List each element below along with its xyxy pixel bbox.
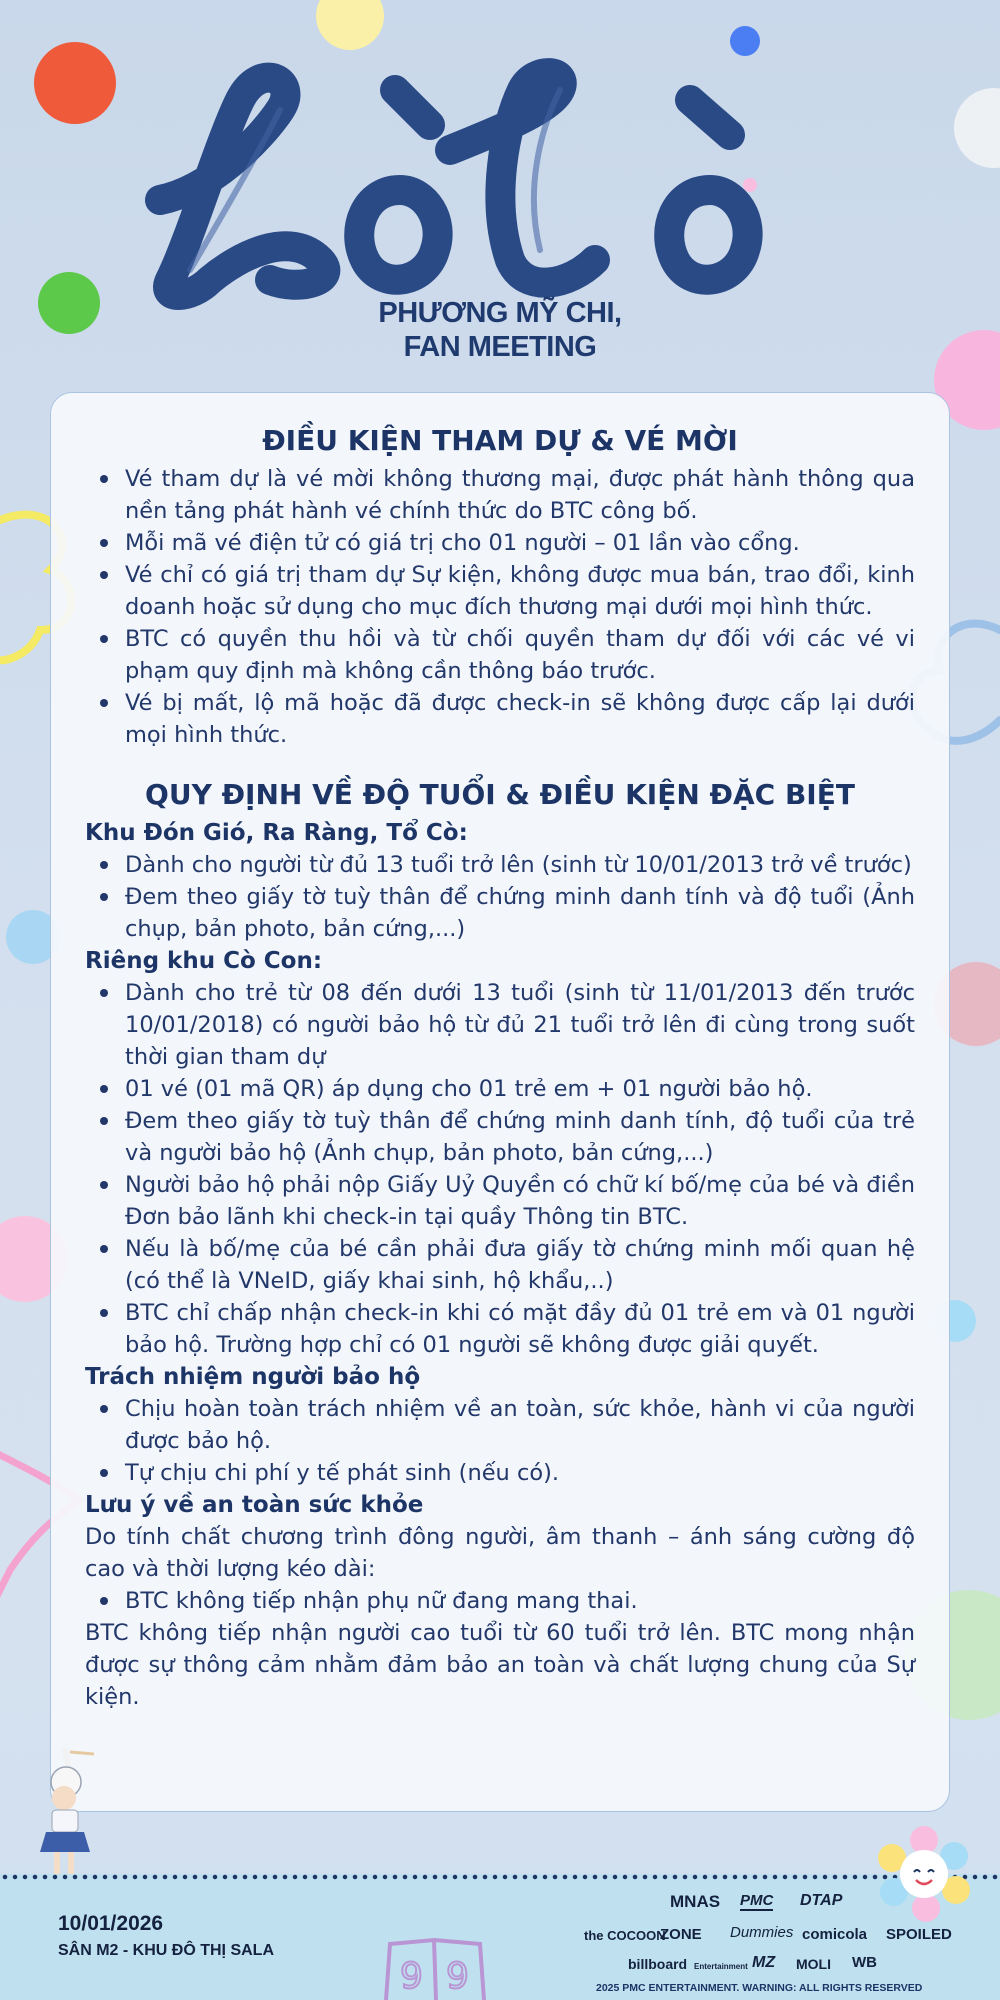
guardian-list [85,1393,915,1489]
list-item: Dành cho trẻ từ 08 đến dưới 13 tuổi (sinh từ 11/01/2013 đến trước 10/01/2018) có người bảo hộ từ đủ 21 tuổi trở lên đi cùng trong suốt thời gian tham dự [85,977,915,1073]
svg-text:9: 9 [400,1956,423,1997]
list-item: Vé chỉ có giá trị tham dự Sự kiện, không được mua bán, trao đổi, kinh doanh hoặc sử dụng cho mục đích thương mại dưới mọi hình thức. [85,559,915,623]
sponsor-logo-entertainment: Entertainment [694,1962,748,1971]
list-item: Tự chịu chi phí y tế phát sinh (nếu có). [85,1457,915,1489]
zones-heading: Khu Đón Gió, Ra Ràng, Tổ Cò: [85,820,468,846]
subtitle-line-1: PHƯƠNG MỸ CHI, [378,297,622,329]
sponsor-logo-spoiled: SPOILED [886,1926,952,1943]
sponsor-logo-dummies: Dummies [730,1924,794,1941]
health-outro: BTC không tiếp nhận người cao tuổi từ 60 tuổi trở lên. BTC mong nhận được sự thông cảm nhằm đảm bảo an toàn và chất lượng chung của Sự kiện. [85,1620,915,1710]
event-date: 10/01/2026 [58,1912,164,1935]
info-card [50,392,950,1812]
sponsor-logo-dtap: DTAP [800,1892,843,1909]
sponsor-logo-billboard: billboard [628,1956,688,1972]
mascot-girl-icon [30,1748,100,1890]
invites-section-title: ĐIỀU KIỆN THAM DỰ & VÉ MỜI [262,424,738,457]
sponsor-logo-wb: WB [852,1954,877,1971]
sponsor-logo-moli: MOLI [796,1956,831,1972]
list-item: Vé tham dự là vé mời không thương mại, được phát hành thông qua nền tảng phát hành vé chính thức do BTC công bố. [85,463,915,527]
list-item: Đem theo giấy tờ tuỳ thân để chứng minh danh tính, độ tuổi của trẻ và người bảo hộ (Ảnh chụp, bản photo, bản cứng,...) [85,1105,915,1169]
invites-list [85,463,915,751]
sponsor-logo-mz: MZ [752,1954,776,1971]
list-item: Nếu là bố/mẹ của bé cần phải đưa giấy tờ chứng minh mối quan hệ (có thể là VNeID, giấy khai sinh, hộ khẩu,..) [85,1233,915,1297]
fan-meeting-subtitle [0,296,1000,364]
lo-co-logo [130,30,870,320]
list-item: 01 vé (01 mã QR) áp dụng cho 01 trẻ em + 01 người bảo hộ. [85,1073,915,1105]
kids-zone-list [85,977,915,1361]
list-item: Mỗi mã vé điện tử có giá trị cho 01 người – 01 lần vào cổng. [85,527,915,559]
event-venue: SÂN M2 - KHU ĐÔ THỊ SALA [58,1942,274,1959]
list-item: Vé bị mất, lộ mã hoặc đã được check-in sẽ không được cấp lại dưới mọi hình thức. [85,687,915,751]
list-item: BTC có quyền thu hồi và từ chối quyền tham dự đối với các vé vi phạm quy định mà không cần thông báo trước. [85,623,915,687]
decor-dot-red [34,42,116,124]
health-list [85,1585,915,1617]
list-item: BTC không tiếp nhận phụ nữ đang mang thai. [85,1585,915,1617]
guardian-heading: Trách nhiệm người bảo hộ [85,1364,421,1390]
list-item: Người bảo hộ phải nộp Giấy Uỷ Quyền có chữ kí bố/mẹ của bé và điền Đơn bảo lãnh khi check-in tại quầy Thông tin BTC. [85,1169,915,1233]
sponsor-logo-cocoon: the COCOON [584,1928,666,1943]
copyright-notice: 2025 PMC ENTERTAINMENT. WARNING: ALL RIGHTS RESERVED [596,1982,923,1994]
hopscotch-doodle-icon [380,1930,490,2000]
kids-zone-heading: Riêng khu Cò Con: [85,948,323,974]
sponsor-logo-comicola: comicola [802,1926,868,1943]
footer-dotted-border [0,1874,1000,1880]
decor-dot-white [954,88,1000,168]
list-item: Đem theo giấy tờ tuỳ thân để chứng minh danh tính và độ tuổi (Ảnh chụp, bản photo, bản cứng,...) [85,881,915,945]
list-item: Chịu hoàn toàn trách nhiệm về an toàn, sức khỏe, hành vi của người được bảo hộ. [85,1393,915,1457]
subtitle-line-2: FAN MEETING [403,331,597,363]
list-item: Dành cho người từ đủ 13 tuổi trở lên (sinh từ 10/01/2013 trở về trước) [85,849,915,881]
age-section-title: QUY ĐỊNH VỀ ĐỘ TUỔI & ĐIỀU KIỆN ĐẶC BIỆT [145,778,855,811]
health-heading: Lưu ý về an toàn sức khỏe [85,1492,424,1518]
sponsor-logo-pmc: PMC [740,1892,774,1909]
sponsor-logo-zone: ZONE [660,1926,702,1943]
zones-list [85,849,915,945]
list-item: BTC chỉ chấp nhận check-in khi có mặt đầy đủ 01 trẻ em và 01 người bảo hộ. Trường hợp chỉ có 01 người sẽ không được giải quyết. [85,1297,915,1361]
health-intro: Do tính chất chương trình đông người, âm thanh – ánh sáng cường độ cao và thời lượng kéo dài: [85,1524,915,1582]
svg-text:9: 9 [446,1956,469,1997]
sponsor-logo-mnas: MNAS [670,1892,721,1911]
flower-mascot-icon [876,1826,972,1922]
